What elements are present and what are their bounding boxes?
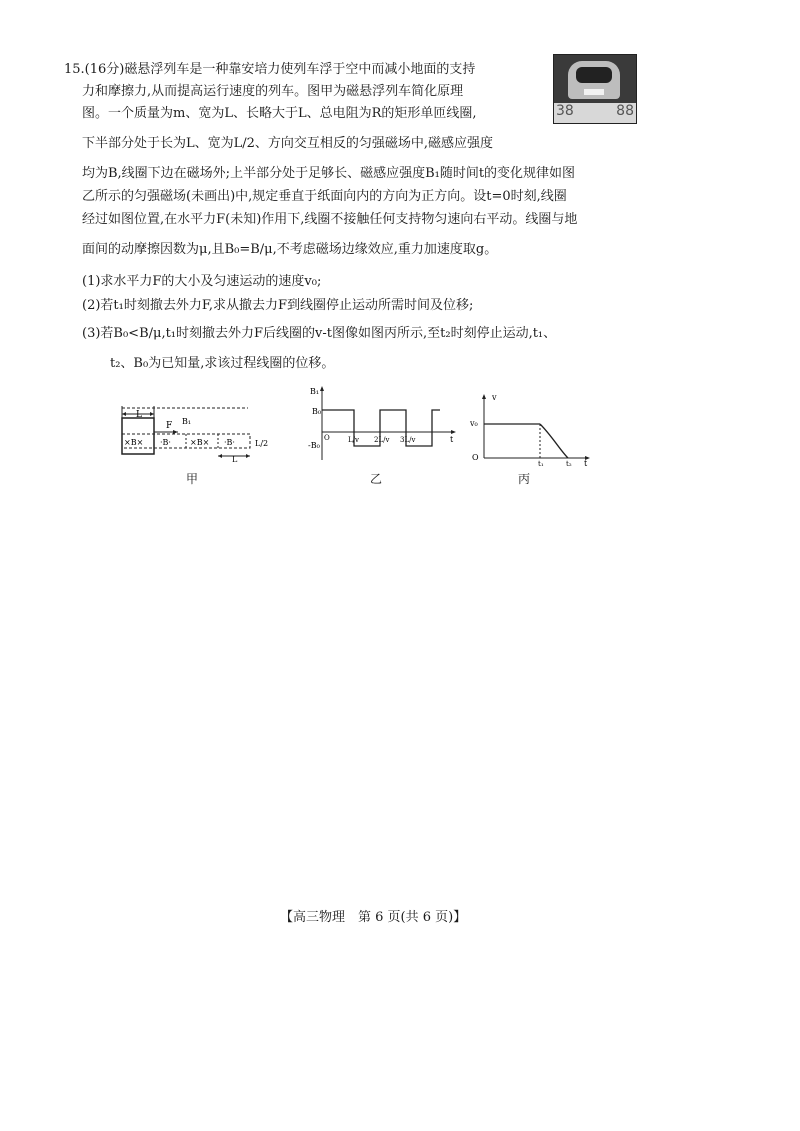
jia-label-l-bottom: L [232, 455, 238, 462]
yi-axis-y: B₁ [310, 387, 320, 396]
yi-tick-3: 3L/v [400, 436, 416, 444]
jia-label-b1: B₁ [182, 417, 192, 426]
problem-line-2: 力和摩擦力,从而提高运行速度的列车。图甲为磁悬浮列车简化原理 [82, 84, 464, 99]
bing-t2: t₂ [566, 460, 572, 468]
jia-label-l-top: L [136, 410, 142, 420]
photo-digits-right: 88 [616, 103, 634, 119]
bing-v0: v₀ [470, 419, 478, 428]
sub-question-1: (1)求水平力F的大小及匀速运动的速度v₀; [82, 274, 322, 289]
problem-line-3: 图。一个质量为m、宽为L、长略大于L、总电阻为R的矩形单匝线圈, [82, 106, 477, 121]
figure-yi-caption: 乙 [370, 472, 383, 486]
figure-jia-caption: 甲 [186, 472, 199, 486]
yi-neg-b0: -B₀ [308, 441, 320, 450]
sub-question-3: (3)若B₀<B/μ,t₁时刻撤去外力F后线圈的v-t图像如图丙所示,至t₂时刻停止运动,t₁、 [82, 326, 557, 341]
jia-cell-1: ×B× [124, 438, 144, 447]
bing-axis-v: v [492, 393, 497, 402]
problem-line-7: 经过如图位置,在水平力F(未知)作用下,线圈不接触任何支持物匀速向右平动。线圈与地 [82, 212, 578, 227]
figure-bing [466, 388, 596, 468]
yi-tick-2: 2L/v [374, 436, 390, 444]
figure-yi [308, 382, 458, 462]
page-footer: 【高三物理 第 6 页(共 6 页)】 [280, 910, 467, 925]
problem-line-5: 均为B,线圈下边在磁场外;上半部分处于足够长、磁感应强度B₁随时间t的变化规律如图 [82, 166, 576, 181]
yi-b0: B₀ [312, 407, 322, 416]
yi-axis-t: t [450, 435, 454, 444]
problem-line-6: 乙所示的匀强磁场(未画出)中,规定垂直于纸面向内的方向为正方向。设t=0时刻,线圈 [82, 189, 567, 204]
jia-label-half: L/2 [255, 439, 268, 448]
bing-t1: t₁ [538, 460, 544, 468]
jia-cell-2: ·B· [160, 438, 171, 447]
problem-line-4: 下半部分处于长为L、宽为L/2、方向交互相反的匀强磁场中,磁感应强度 [82, 136, 494, 151]
figure-bing-caption: 丙 [518, 472, 531, 486]
jia-cell-3: ×B× [190, 438, 210, 447]
maglev-train-photo [553, 54, 637, 124]
problem-line-1: 15.(16分)磁悬浮列车是一种靠安培力使列车浮于空中而减小地面的支持 [64, 62, 476, 77]
bing-axis-t: t [584, 459, 588, 468]
problem-line-8: 面间的动摩擦因数为μ,且B₀=B/μ,不考虑磁场边缘效应,重力加速度取g。 [82, 242, 498, 257]
sub-question-2: (2)若t₁时刻撤去外力F,求从撤去力F到线圈停止运动所需时间及位移; [82, 298, 474, 313]
jia-cell-4: ·B· [224, 438, 235, 447]
bing-origin: O [472, 453, 479, 462]
photo-digits-left: 38 [556, 103, 574, 119]
sub-question-4: t₂、B₀为已知量,求该过程线圈的位移。 [110, 356, 335, 371]
yi-tick-1: L/v [348, 436, 359, 444]
figure-jia [118, 402, 268, 462]
jia-label-f: F [166, 421, 173, 431]
yi-origin: O [324, 434, 330, 442]
